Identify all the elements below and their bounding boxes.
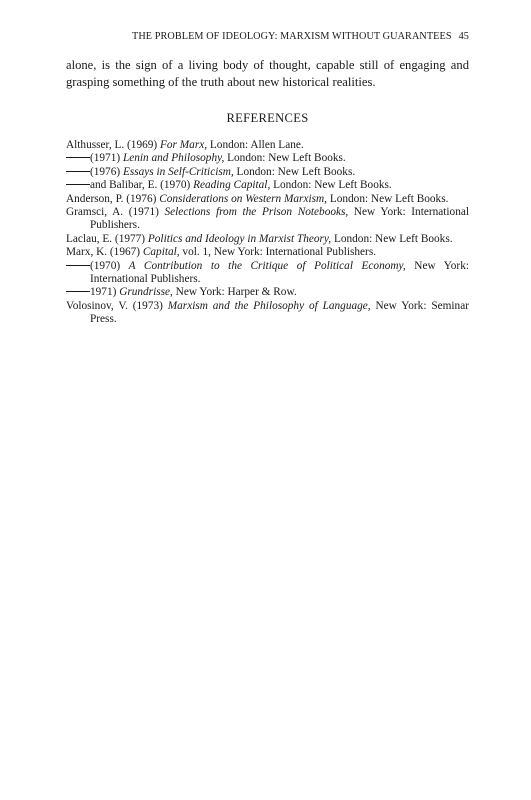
- reference-entry: [66, 246, 469, 259]
- reference-publisher: New York: Harper & Row.: [172, 286, 297, 299]
- reference-publisher: London: New Left Books.: [327, 192, 449, 205]
- reference-publisher: vol. 1, New York: International Publishers.: [179, 246, 377, 259]
- reference-lead: 1971): [90, 286, 120, 299]
- reference-entry: [66, 179, 469, 192]
- reference-lead: Marx, K. (1967): [66, 246, 143, 259]
- ditto-rule: [66, 265, 90, 266]
- reference-title: Capital,: [142, 246, 180, 259]
- reference-lead: (1971): [90, 152, 123, 165]
- reference-publisher: New York: International Publishers.: [90, 206, 470, 232]
- reference-title: Reading Capital,: [193, 179, 271, 192]
- ditto-rule: [66, 291, 90, 292]
- reference-entry: [66, 286, 469, 299]
- book-page: [66, 0, 469, 800]
- reference-publisher: London: New Left Books.: [331, 232, 453, 245]
- reference-title: Grundrisse,: [119, 286, 173, 299]
- reference-entry: [66, 193, 469, 206]
- reference-lead: Laclau, E. (1977): [66, 232, 148, 245]
- reference-lead: Anderson, P. (1976): [66, 192, 160, 205]
- reference-entry: [66, 152, 469, 165]
- reference-title: Marxism and the Philosophy of Language,: [167, 299, 371, 312]
- reference-entry: [66, 206, 469, 233]
- reference-lead: Volosinov, V. (1973): [66, 299, 168, 312]
- reference-entry: [66, 139, 469, 152]
- reference-title: Selections from the Prison Notebooks,: [164, 206, 349, 219]
- reference-entry: [66, 300, 469, 327]
- reference-publisher: New York: International Publishers.: [90, 259, 469, 286]
- ditto-rule: [66, 184, 90, 185]
- reference-title: Politics and Ideology in Marxist Theory,: [147, 232, 332, 245]
- running-head: [66, 31, 469, 42]
- references-heading: REFERENCES: [226, 111, 309, 125]
- references-list: [66, 139, 469, 327]
- reference-title: Essays in Self-Criticism,: [122, 165, 234, 178]
- reference-lead: Althusser, L. (1969): [66, 139, 160, 151]
- ditto-rule: [66, 171, 90, 172]
- reference-publisher: London: Allen Lane.: [207, 139, 304, 151]
- reference-title: A Contribution to the Critique of Political Economy,: [128, 259, 406, 272]
- reference-entry: [66, 166, 469, 179]
- reference-lead: Gramsci, A. (1971): [66, 206, 165, 219]
- page-number: 45: [458, 31, 469, 42]
- reference-publisher: New York: Seminar Press.: [90, 299, 469, 326]
- reference-lead: (1976): [90, 165, 123, 178]
- reference-publisher: London: New Left Books.: [270, 179, 392, 192]
- reference-lead: and Balibar, E. (1970): [90, 179, 194, 192]
- ditto-rule: [66, 157, 90, 158]
- running-head-title: THE PROBLEM OF IDEOLOGY: MARXISM WITHOUT GUARANTEES: [132, 31, 452, 42]
- reference-title: Lenin and Philosophy,: [122, 152, 225, 165]
- reference-lead: (1970): [90, 259, 129, 272]
- reference-title: Considerations on Western Marxism,: [159, 192, 327, 205]
- body-paragraph: alone, is the sign of a living body of thought, capable still of engaging and grasping something of the truth about new historical realities.: [66, 58, 469, 89]
- reference-entry: [66, 233, 469, 246]
- reference-publisher: London: New Left Books.: [233, 165, 356, 178]
- reference-entry: [66, 260, 469, 287]
- reference-title: For Marx,: [160, 139, 208, 151]
- reference-publisher: London: New Left Books.: [224, 152, 346, 165]
